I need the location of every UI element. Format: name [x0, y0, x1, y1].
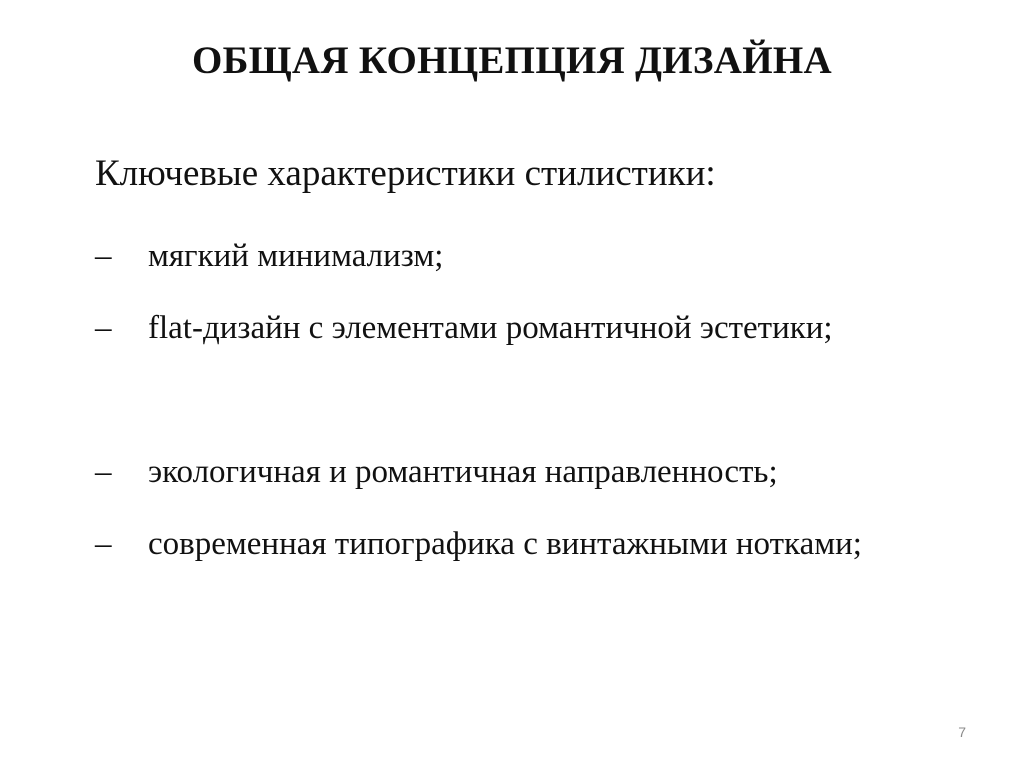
intro-text: Ключевые характеристики стилистики:: [95, 153, 716, 194]
dash-bullet: –: [95, 526, 112, 562]
list-item: [95, 292, 975, 364]
list-item: [95, 436, 975, 508]
page-number: 7: [958, 724, 966, 740]
slide-title: ОБЩАЯ КОНЦЕПЦИЯ ДИЗАЙНА: [192, 39, 832, 82]
dash-bullet: –: [95, 238, 112, 274]
list-item-text: современная типографика с винтажными нотками;: [148, 526, 862, 562]
list-item-text: flat-дизайн с элементами романтичной эстетики;: [148, 310, 833, 346]
dash-bullet: –: [95, 310, 112, 346]
list-item-text: мягкий минимализм;: [148, 238, 444, 274]
list-item-text: экологичная и романтичная направленность;: [148, 454, 778, 490]
dash-bullet: –: [95, 454, 112, 490]
list-item: [95, 220, 975, 292]
list-item: [95, 508, 975, 580]
